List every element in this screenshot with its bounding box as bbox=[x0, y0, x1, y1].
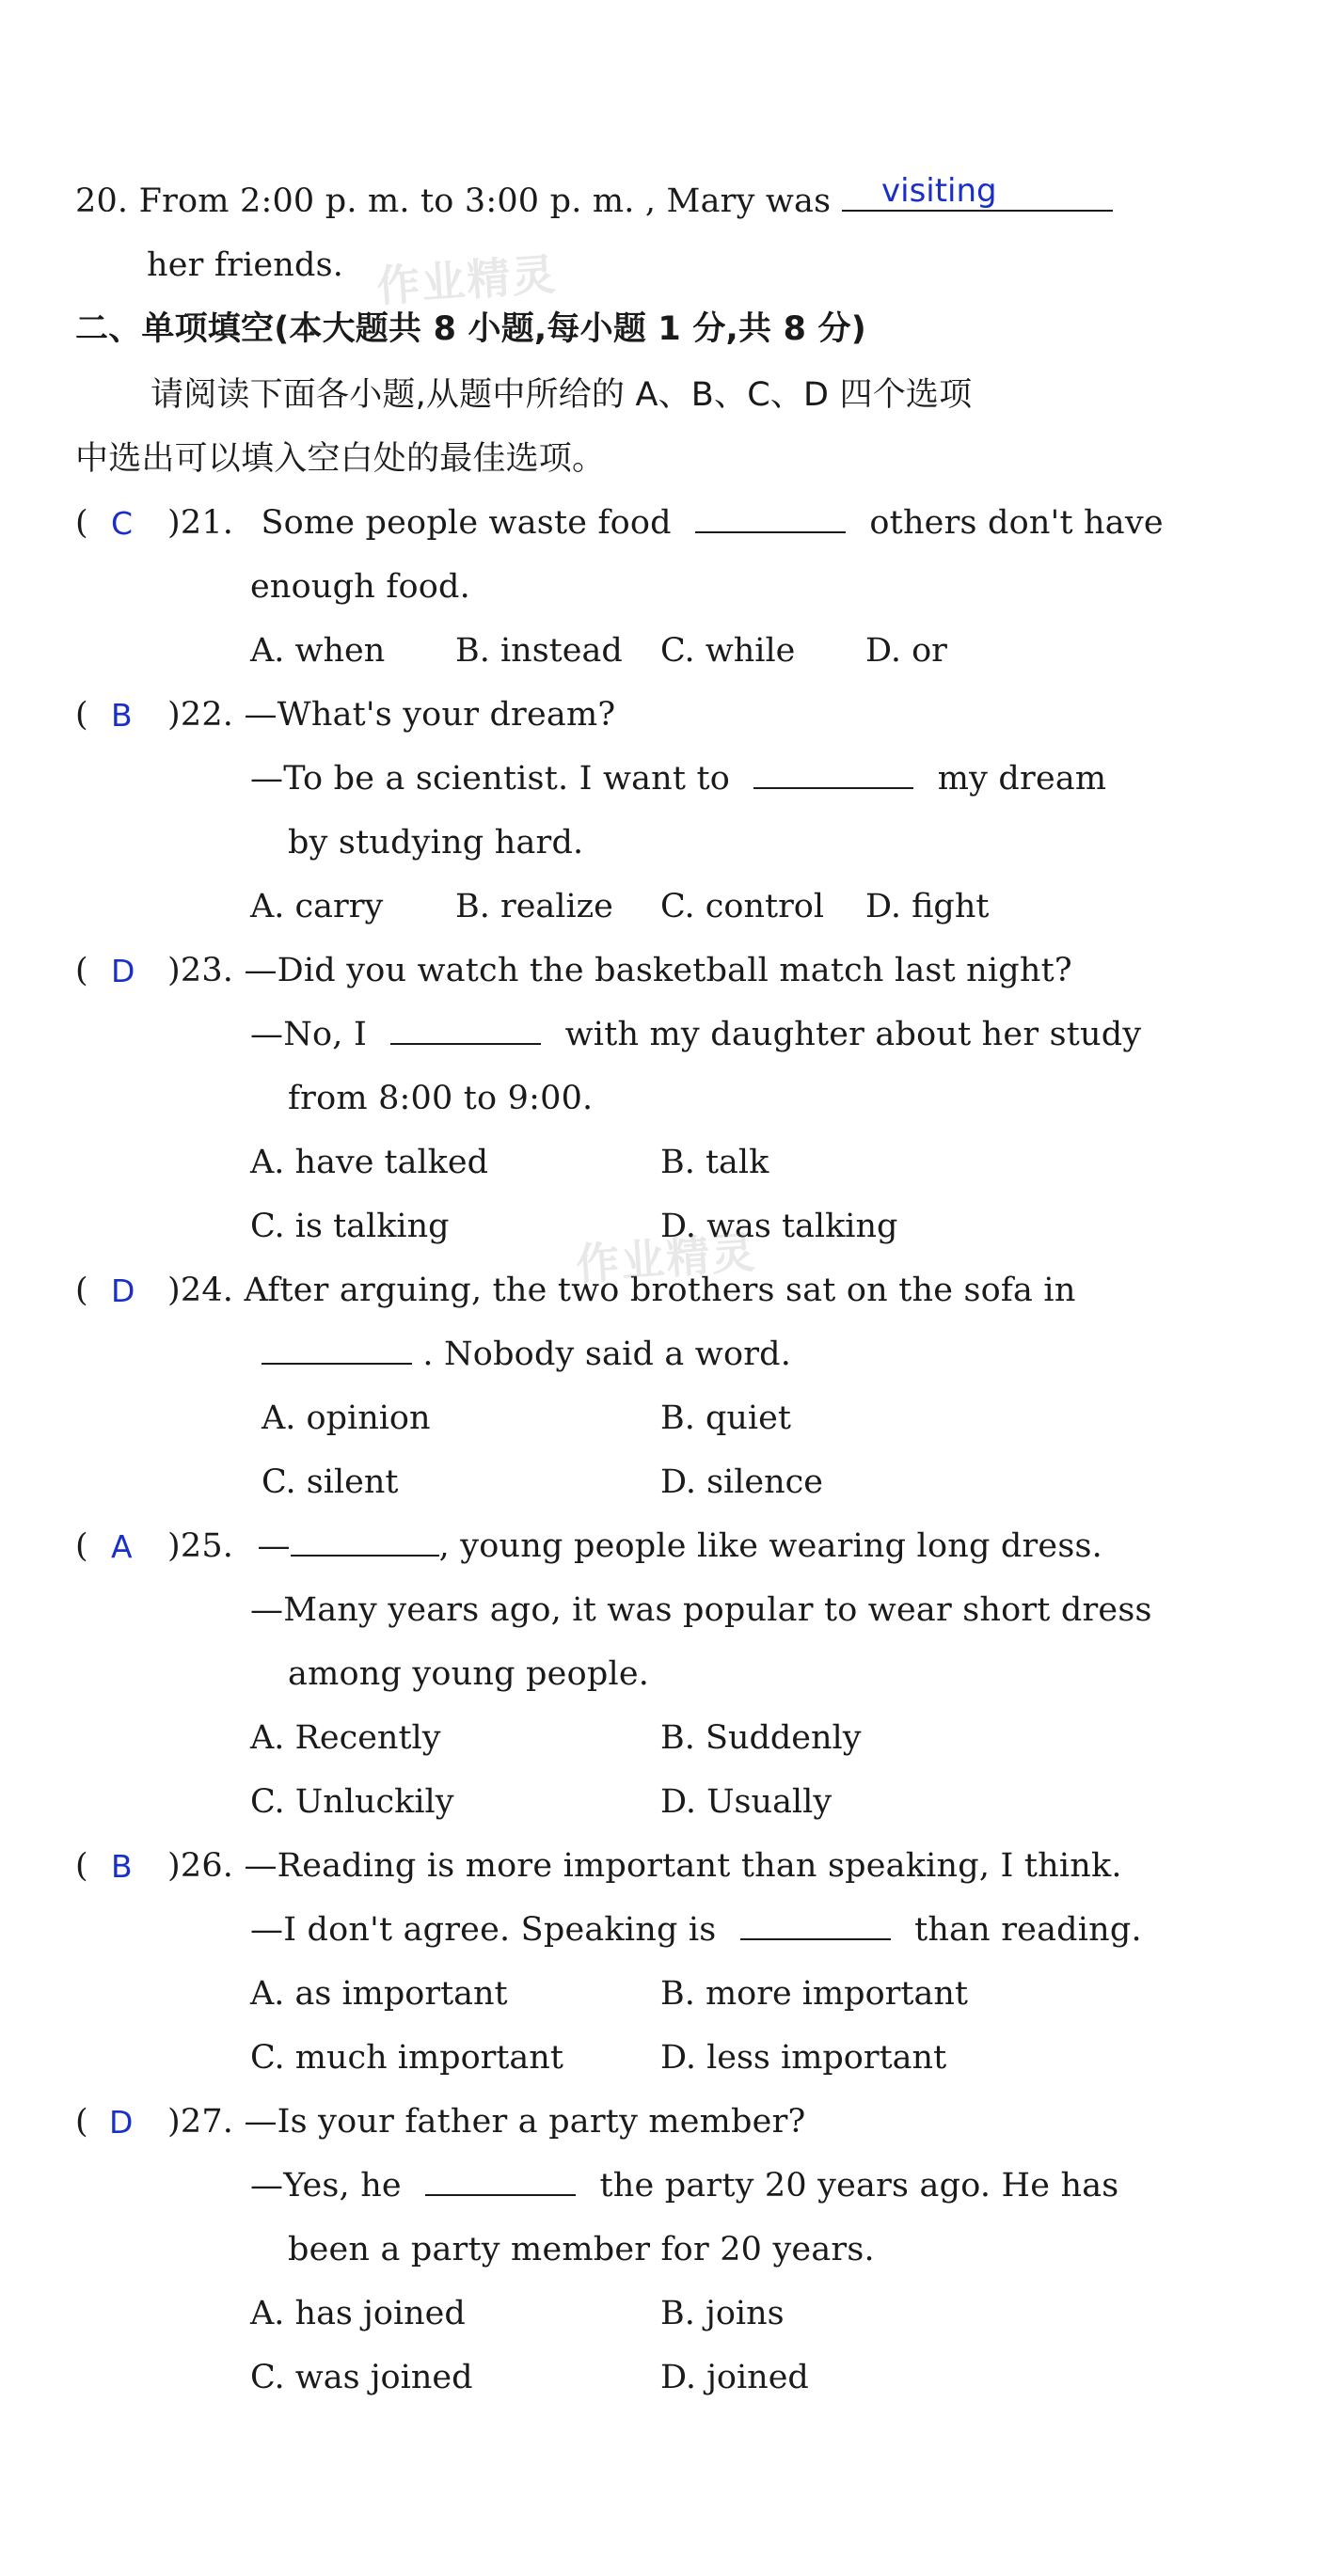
watermark-logo: 作业精灵 bbox=[374, 248, 559, 312]
q23-blank bbox=[390, 1015, 541, 1045]
q23-option-c: C. is talking bbox=[250, 1208, 450, 1245]
q27-text-b: —Yes, he bbox=[250, 2167, 402, 2205]
q24-option-b: B. quiet bbox=[660, 1399, 791, 1437]
q23-number: )23. bbox=[167, 952, 234, 989]
q25-open-paren: ( bbox=[75, 1527, 88, 1565]
q22-blank bbox=[753, 759, 913, 789]
q21-text-a: Some people waste food bbox=[261, 504, 672, 542]
q21-option-b: B. instead bbox=[455, 632, 623, 670]
q24-option-c: C. silent bbox=[262, 1463, 399, 1501]
q23-option-a: A. have talked bbox=[250, 1144, 488, 1181]
q26-answer: B bbox=[111, 1848, 133, 1885]
q22-line1 bbox=[167, 694, 615, 735]
q21-open-paren: ( bbox=[75, 504, 88, 542]
q25-line3: among young people. bbox=[288, 1655, 650, 1693]
q23-text-c: with my daughter about her study bbox=[564, 1016, 1142, 1053]
q23-line1 bbox=[167, 950, 1072, 991]
q24-option-d: D. silence bbox=[660, 1463, 823, 1501]
q26-option-c: C. much important bbox=[250, 2039, 563, 2077]
q22-option-c: C. control bbox=[660, 888, 825, 925]
q23-line3: from 8:00 to 9:00. bbox=[288, 1080, 594, 1117]
q27-open-paren: ( bbox=[75, 2103, 88, 2141]
q24-text-b: . Nobody said a word. bbox=[422, 1335, 792, 1373]
q23-option-d: D. was talking bbox=[660, 1208, 898, 1245]
q25-number: )25. bbox=[167, 1527, 234, 1565]
q26-option-b: B. more important bbox=[660, 1975, 968, 2013]
q21-line2: enough food. bbox=[250, 568, 470, 606]
q26-blank bbox=[740, 1910, 891, 1940]
q23-text-b: —No, I bbox=[250, 1016, 367, 1053]
q27-line1 bbox=[167, 2101, 805, 2142]
q22-open-paren: ( bbox=[75, 696, 88, 734]
q23-answer: D bbox=[111, 953, 135, 989]
q27-text-c: the party 20 years ago. He has bbox=[599, 2167, 1119, 2205]
q24-answer: D bbox=[111, 1272, 135, 1309]
q24-line2 bbox=[262, 1334, 791, 1375]
q24-open-paren: ( bbox=[75, 1272, 88, 1309]
q20-line2: her friends. bbox=[147, 246, 344, 284]
q23-line2 bbox=[250, 1014, 1141, 1055]
q27-number: )27. bbox=[167, 2103, 234, 2141]
q27-line2 bbox=[250, 2165, 1118, 2206]
q25-option-b: B. Suddenly bbox=[660, 1719, 862, 1757]
q26-text-c: than reading. bbox=[914, 1911, 1142, 1949]
q27-option-d: D. joined bbox=[660, 2359, 809, 2396]
section-instructions-2: 中选出可以填入空白处的最佳选项。 bbox=[75, 440, 606, 478]
q22-text-c: my dream bbox=[937, 760, 1107, 798]
q26-text-a: —Reading is more important than speaking, I think. bbox=[244, 1847, 1122, 1885]
q26-line1 bbox=[167, 1845, 1122, 1887]
q23-text-a: —Did you watch the basketball match last night? bbox=[244, 952, 1072, 989]
q22-line3: by studying hard. bbox=[288, 824, 584, 861]
q24-text-a: After arguing, the two brothers sat on the sofa in bbox=[244, 1272, 1076, 1309]
q21-line1 bbox=[167, 502, 1164, 544]
q21-text-b: others don't have bbox=[869, 504, 1164, 542]
q22-line2 bbox=[250, 758, 1106, 799]
q27-line3: been a party member for 20 years. bbox=[288, 2231, 875, 2268]
q21-option-a: A. when bbox=[250, 632, 386, 670]
q20-handwritten-answer: visiting bbox=[881, 172, 997, 210]
q22-text-a: —What's your dream? bbox=[244, 696, 616, 734]
q26-line2 bbox=[250, 1909, 1142, 1951]
q25-blank bbox=[291, 1526, 439, 1557]
section-title: 二、单项填空(本大题共 8 小题,每小题 1 分,共 8 分) bbox=[75, 310, 866, 348]
q26-number: )26. bbox=[167, 1847, 234, 1885]
q22-answer: B bbox=[111, 697, 133, 734]
q27-option-b: B. joins bbox=[660, 2295, 785, 2332]
q27-blank bbox=[425, 2166, 576, 2196]
q23-option-b: B. talk bbox=[660, 1144, 769, 1181]
watermark-logo-2: 作业精灵 bbox=[574, 1226, 758, 1290]
q20-number: 20. bbox=[75, 182, 129, 220]
q20-text-before: From 2:00 p. m. to 3:00 p. m. , Mary was bbox=[138, 182, 832, 220]
q23-open-paren: ( bbox=[75, 952, 88, 989]
q22-text-b: —To be a scientist. I want to bbox=[250, 760, 731, 798]
q24-number: )24. bbox=[167, 1272, 234, 1309]
q27-option-c: C. was joined bbox=[250, 2359, 473, 2396]
q21-answer: C bbox=[111, 505, 134, 542]
q26-open-paren: ( bbox=[75, 1847, 88, 1885]
q26-option-a: A. as important bbox=[250, 1975, 508, 2013]
q21-option-c: C. while bbox=[660, 632, 796, 670]
q21-blank bbox=[695, 503, 846, 533]
q22-option-b: B. realize bbox=[455, 888, 613, 925]
q25-option-d: D. Usually bbox=[660, 1783, 832, 1821]
q22-option-d: D. fight bbox=[865, 888, 990, 925]
q24-blank bbox=[262, 1335, 412, 1365]
q25-text-a: , young people like wearing long dress. bbox=[438, 1527, 1102, 1565]
q22-number: )22. bbox=[167, 696, 234, 734]
q26-option-d: D. less important bbox=[660, 2039, 947, 2077]
q25-dash: — bbox=[257, 1527, 291, 1565]
q27-answer: D bbox=[109, 2104, 134, 2141]
q25-line2: —Many years ago, it was popular to wear short dress bbox=[250, 1591, 1152, 1629]
q21-number: )21. bbox=[167, 504, 234, 542]
q25-answer: A bbox=[111, 1528, 133, 1565]
q21-option-d: D. or bbox=[865, 632, 947, 670]
q24-option-a: A. opinion bbox=[262, 1399, 431, 1437]
q25-option-a: A. Recently bbox=[250, 1719, 441, 1757]
q25-line1 bbox=[167, 1525, 1102, 1567]
q25-option-c: C. Unluckily bbox=[250, 1783, 454, 1821]
section-instructions-1: 请阅读下面各小题,从题中所给的 A、B、C、D 四个选项 bbox=[151, 376, 973, 414]
q26-text-b: —I don't agree. Speaking is bbox=[250, 1911, 717, 1949]
q27-option-a: A. has joined bbox=[250, 2295, 466, 2332]
q22-option-a: A. carry bbox=[250, 888, 384, 925]
q27-text-a: —Is your father a party member? bbox=[244, 2103, 806, 2141]
